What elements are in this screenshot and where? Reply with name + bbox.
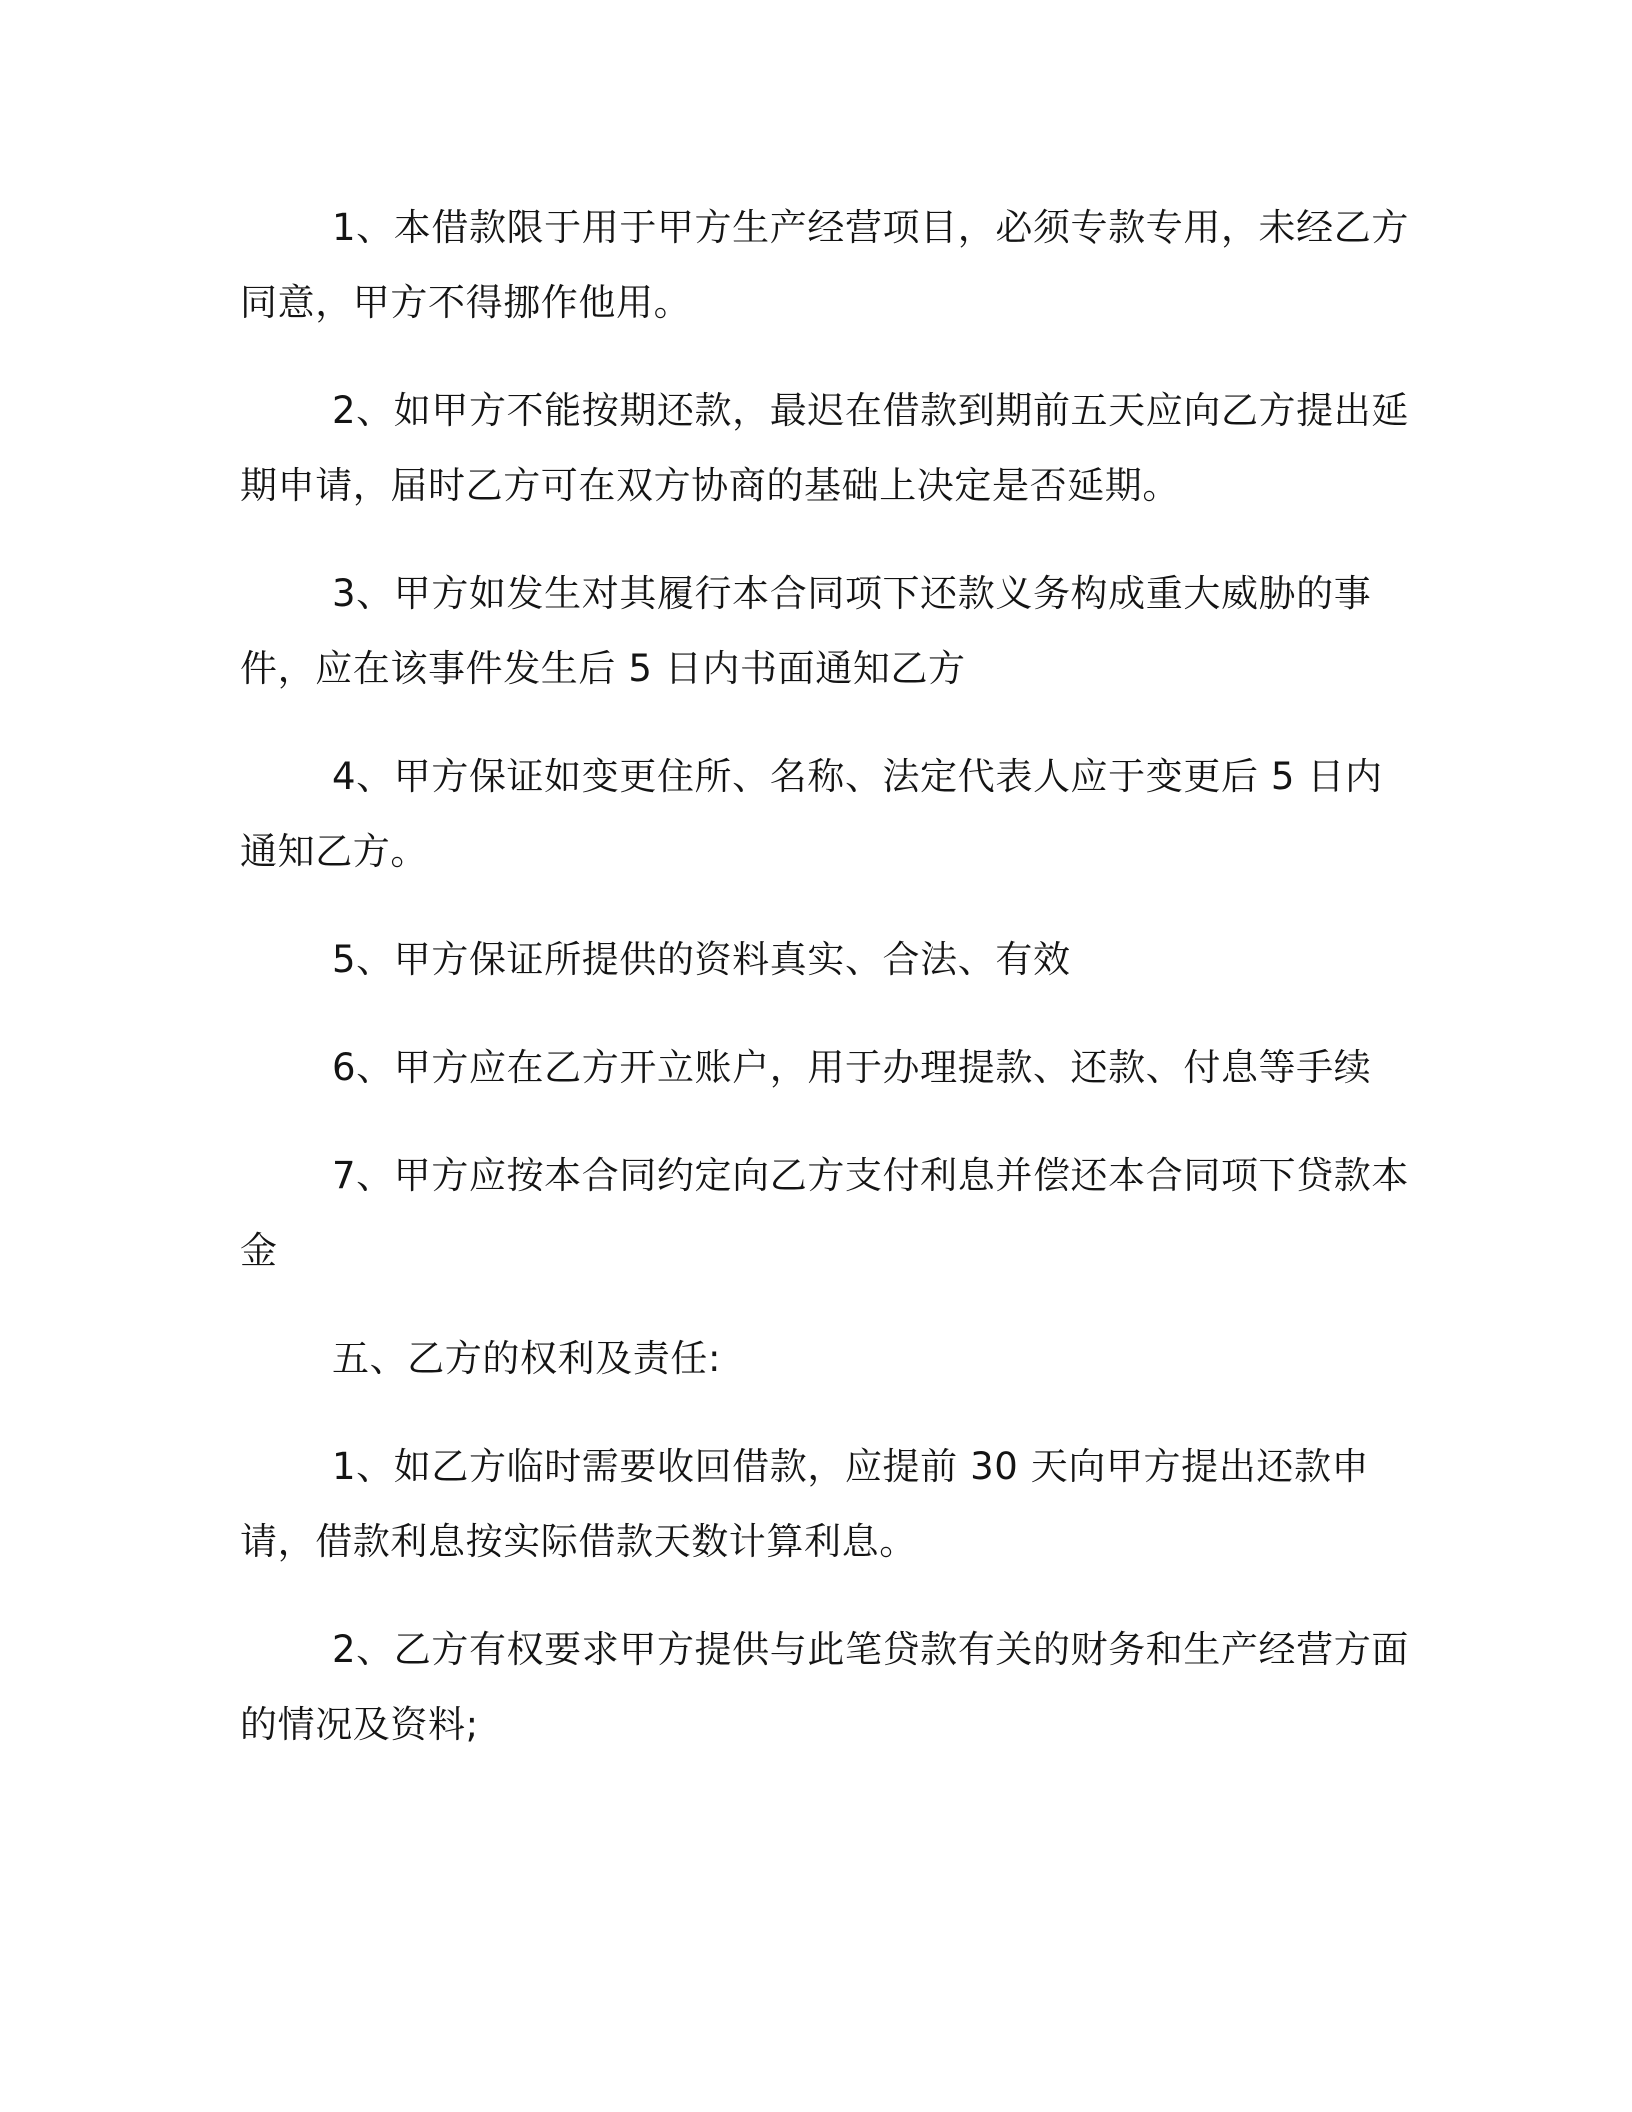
clause-paragraph-6: 6、甲方应在乙方开立账户，用于办理提款、还款、付息等手续 bbox=[332, 1046, 1372, 1089]
clause-paragraph-7: 7、甲方应按本合同约定向乙方支付利息并偿还本合同项下贷款本金 bbox=[240, 1154, 1409, 1272]
document-body bbox=[240, 190, 1420, 1762]
clause-paragraph-5: 5、甲方保证所提供的资料真实、合法、有效 bbox=[332, 938, 1071, 981]
clause-paragraph-4: 4、甲方保证如变更住所、名称、法定代表人应于变更后 5 日内通知乙方。 bbox=[240, 755, 1383, 873]
lender-clause-paragraph-2: 2、乙方有权要求甲方提供与此笔贷款有关的财务和生产经营方面的情况及资料; bbox=[240, 1628, 1409, 1746]
section-heading-lender-rights: 五、乙方的权利及责任: bbox=[332, 1337, 722, 1380]
clause-paragraph-1: 1、本借款限于用于甲方生产经营项目，必须专款专用，未经乙方同意，甲方不得挪作他用。 bbox=[240, 206, 1409, 324]
clause-paragraph-2: 2、如甲方不能按期还款，最迟在借款到期前五天应向乙方提出延期申请，届时乙方可在双方协商的基础上决定是否延期。 bbox=[240, 389, 1409, 507]
lender-clause-paragraph-1: 1、如乙方临时需要收回借款，应提前 30 天向甲方提出还款申请，借款利息按实际借款天数计算利息。 bbox=[240, 1445, 1370, 1563]
clause-paragraph-3: 3、甲方如发生对其履行本合同项下还款义务构成重大威胁的事件，应在该事件发生后 5 日内书面通知乙方 bbox=[240, 572, 1372, 690]
